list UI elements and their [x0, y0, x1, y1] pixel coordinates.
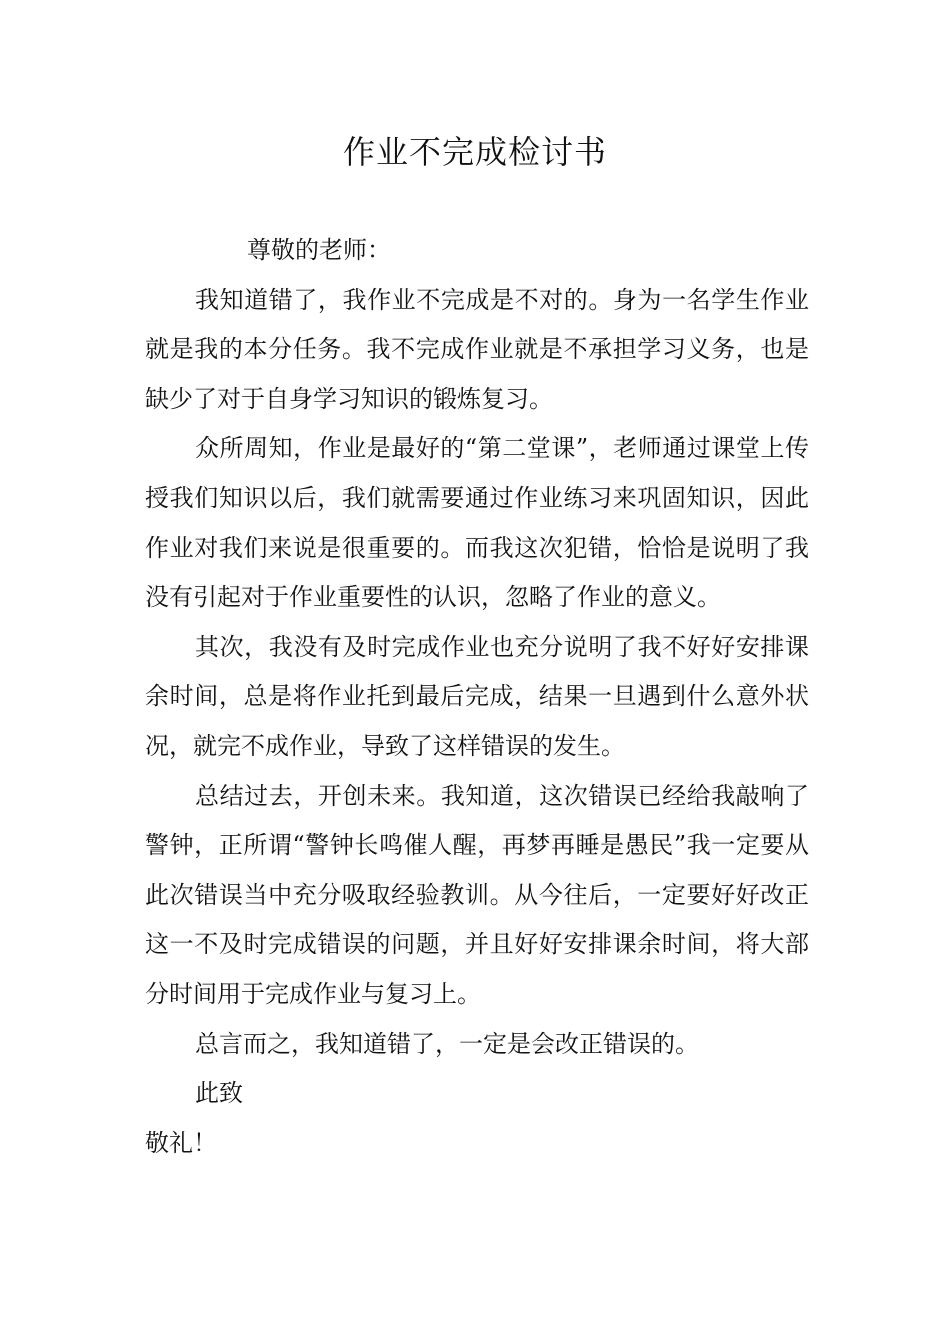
salutation: 尊敬的老师： — [247, 236, 391, 264]
document-title: 作业不完成检讨书 — [342, 133, 607, 171]
document-body — [145, 226, 809, 1168]
paragraph-4: 总结过去，开创未来。我知道，这次错误已经给我敲响了警钟，正所谓“警钟长鸣催人醒，再梦再睡是愚民”我一定要从此次错误当中充分吸取经验教训。从今往后，一定要好好改正这一不及时完成错误的问题，并且好好安排课余时间，将大部分时间用于完成作业与复习上。 — [145, 781, 809, 1008]
paragraph-3: 其次，我没有及时完成作业也充分说明了我不好好安排课余时间，总是将作业托到最后完成，结果一旦遇到什么意外状况，就完不成作业，导致了这样错误的发生。 — [145, 632, 809, 760]
paragraph-2: 众所周知，作业是最好的“第二堂课”，老师通过课堂上传授我们知识以后，我们就需要通过作业练习来巩固知识，因此作业对我们来说是很重要的。而我这次犯错，恰恰是说明了我没有引起对于作业重要性的认识，忽略了作业的意义。 — [145, 434, 809, 612]
closing-line-1: 此致 — [195, 1079, 243, 1108]
paragraph-5: 总言而之，我知道错了，一定是会改正错误的。 — [195, 1029, 699, 1058]
paragraph-1: 我知道错了，我作业不完成是不对的。身为一名学生作业就是我的本分任务。我不完成作业就是不承担学习义务，也是缺少了对于自身学习知识的锻炼复习。 — [145, 285, 809, 413]
closing-line-2: 敬礼！ — [145, 1128, 217, 1157]
